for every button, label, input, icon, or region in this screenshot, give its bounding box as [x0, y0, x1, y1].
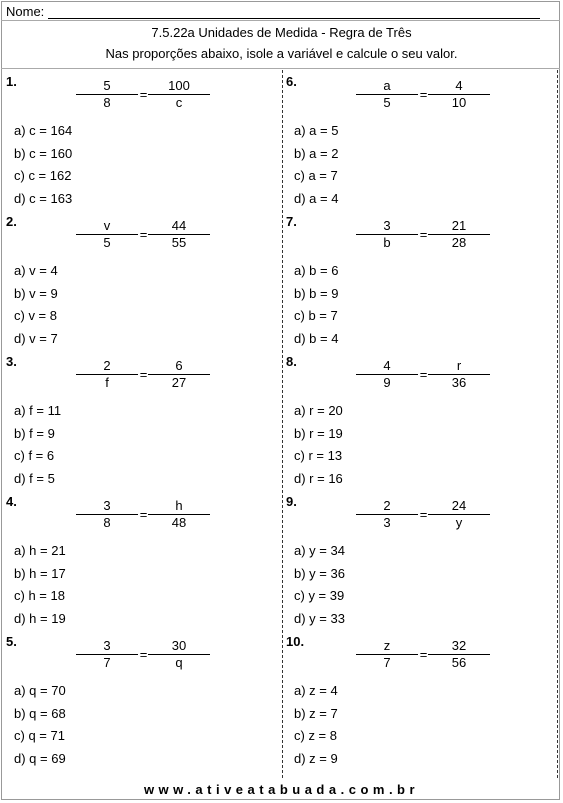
- fraction-left: [356, 498, 418, 531]
- numerator: 44: [148, 218, 210, 235]
- denominator: 27: [171, 375, 187, 390]
- numerator: 30: [148, 638, 210, 655]
- denominator: 28: [451, 235, 467, 250]
- exercise-item: [286, 352, 556, 492]
- name-label: Nome:: [6, 4, 45, 19]
- divider: [1, 20, 560, 21]
- answer-option[interactable]: c) h = 18: [14, 588, 65, 603]
- answer-option[interactable]: d) f = 5: [14, 470, 55, 486]
- denominator: 48: [171, 515, 187, 530]
- instructions: Nas proporções abaixo, isole a variável e calcule o seu valor.: [105, 46, 458, 61]
- equals-sign: =: [419, 507, 428, 522]
- equals-sign: =: [419, 87, 428, 102]
- numerator: 4: [356, 358, 418, 375]
- answer-option[interactable]: c) b = 7: [294, 308, 338, 323]
- footer-url: www.ativeatabuada.com.br: [143, 782, 420, 797]
- answer-option[interactable]: c) r = 13: [294, 448, 343, 463]
- answer-option[interactable]: c) z = 8: [294, 728, 337, 743]
- fraction-right: [428, 218, 490, 251]
- answer-option[interactable]: a) b = 6: [294, 263, 339, 278]
- answer-option[interactable]: d) b = 4: [294, 330, 339, 346]
- answer-option[interactable]: a) v = 4: [14, 263, 58, 278]
- fraction-right: [148, 78, 210, 111]
- equals-sign: =: [139, 367, 148, 382]
- answer-option[interactable]: b) y = 36: [294, 565, 345, 581]
- numerator: 5: [76, 78, 138, 95]
- answer-option[interactable]: c) q = 71: [14, 728, 65, 743]
- exercise-number: 5.: [6, 634, 17, 649]
- answer-option[interactable]: b) z = 7: [294, 705, 338, 721]
- fraction-left: [356, 218, 418, 251]
- equals-sign: =: [139, 647, 148, 662]
- numerator: 3: [76, 498, 138, 515]
- exercise-number: 2.: [6, 214, 17, 229]
- answer-option[interactable]: c) y = 39: [294, 588, 345, 603]
- answer-option[interactable]: c) v = 8: [14, 308, 57, 323]
- numerator: r: [428, 358, 490, 375]
- fraction-right: [428, 498, 490, 531]
- answer-option[interactable]: c) a = 7: [294, 168, 338, 183]
- denominator: 7: [103, 655, 111, 670]
- denominator: 36: [451, 375, 467, 390]
- numerator: 3: [76, 638, 138, 655]
- divider: [1, 68, 560, 69]
- answer-option[interactable]: b) c = 160: [14, 145, 73, 161]
- fraction-left: [76, 638, 138, 671]
- numerator: z: [356, 638, 418, 655]
- numerator: 2: [356, 498, 418, 515]
- numerator: 32: [428, 638, 490, 655]
- answer-option[interactable]: b) b = 9: [294, 285, 339, 301]
- exercise-item: [6, 492, 276, 632]
- answer-option[interactable]: d) r = 16: [294, 470, 343, 486]
- fraction-left: [356, 638, 418, 671]
- answer-options: [14, 120, 72, 210]
- answer-option[interactable]: a) f = 11: [14, 403, 62, 418]
- exercise-item: [6, 212, 276, 352]
- answer-options: [14, 260, 58, 350]
- fraction-right: [428, 78, 490, 111]
- fraction-left: [76, 358, 138, 391]
- fraction-left: [76, 498, 138, 531]
- answer-option[interactable]: a) q = 70: [14, 683, 66, 698]
- exercise-item: [6, 352, 276, 492]
- answer-option[interactable]: d) h = 19: [14, 610, 66, 626]
- answer-option[interactable]: a) y = 34: [294, 543, 345, 558]
- denominator: 7: [383, 655, 391, 670]
- equals-sign: =: [419, 647, 428, 662]
- name-field-line: [48, 18, 540, 19]
- denominator: 56: [451, 655, 467, 670]
- numerator: 100: [148, 78, 210, 95]
- exercise-item: [286, 492, 556, 632]
- answer-option[interactable]: a) c = 164: [14, 123, 73, 138]
- denominator: f: [105, 375, 109, 390]
- exercise-number: 6.: [286, 74, 297, 89]
- exercise-number: 4.: [6, 494, 17, 509]
- answer-options: [294, 400, 343, 490]
- denominator: 9: [383, 375, 391, 390]
- answer-option[interactable]: d) y = 33: [294, 610, 345, 626]
- denominator: 5: [383, 95, 391, 110]
- answer-option[interactable]: b) a = 2: [294, 145, 339, 161]
- fraction-left: [76, 78, 138, 111]
- equals-sign: =: [139, 507, 148, 522]
- answer-option[interactable]: d) a = 4: [294, 190, 339, 206]
- answer-options: [294, 260, 338, 350]
- answer-options: [14, 400, 61, 490]
- answer-options: [294, 120, 338, 210]
- denominator: c: [175, 95, 183, 110]
- denominator: 8: [103, 95, 111, 110]
- fraction-right: [148, 638, 210, 671]
- right-border: [557, 70, 558, 778]
- answer-option[interactable]: d) q = 69: [14, 750, 66, 766]
- numerator: 24: [428, 498, 490, 515]
- equals-sign: =: [139, 227, 148, 242]
- answer-option[interactable]: c) f = 6: [14, 448, 55, 463]
- numerator: 21: [428, 218, 490, 235]
- denominator: 3: [383, 515, 391, 530]
- fraction-right: [428, 358, 490, 391]
- answer-option[interactable]: b) q = 68: [14, 705, 66, 721]
- answer-option[interactable]: a) a = 5: [294, 123, 339, 138]
- answer-option[interactable]: b) v = 9: [14, 285, 58, 301]
- exercise-item: [286, 72, 556, 212]
- answer-option[interactable]: d) v = 7: [14, 330, 58, 346]
- exercise-number: 3.: [6, 354, 17, 369]
- numerator: 4: [428, 78, 490, 95]
- fraction-left: [356, 358, 418, 391]
- equals-sign: =: [139, 87, 148, 102]
- denominator: 8: [103, 515, 111, 530]
- numerator: v: [76, 218, 138, 235]
- numerator: 3: [356, 218, 418, 235]
- exercise-item: [6, 632, 276, 772]
- denominator: 10: [451, 95, 467, 110]
- answer-option[interactable]: b) f = 9: [14, 425, 55, 441]
- answer-option[interactable]: b) h = 17: [14, 565, 66, 581]
- answer-option[interactable]: a) r = 20: [294, 403, 343, 418]
- answer-option[interactable]: a) h = 21: [14, 543, 66, 558]
- fraction-left: [356, 78, 418, 111]
- answer-options: [294, 540, 345, 630]
- exercise-number: 1.: [6, 74, 17, 89]
- numerator: h: [148, 498, 210, 515]
- equals-sign: =: [419, 227, 428, 242]
- worksheet-title: 7.5.22a Unidades de Medida - Regra de Três: [151, 25, 412, 40]
- exercise-item: [286, 632, 556, 772]
- denominator: b: [383, 235, 391, 250]
- denominator: y: [455, 515, 463, 530]
- denominator: 55: [171, 235, 187, 250]
- answer-option[interactable]: d) c = 163: [14, 190, 73, 206]
- fraction-left: [76, 218, 138, 251]
- fraction-right: [148, 358, 210, 391]
- answer-options: [14, 680, 66, 770]
- exercise-number: 8.: [286, 354, 297, 369]
- fraction-right: [148, 218, 210, 251]
- denominator: q: [175, 655, 183, 670]
- exercise-number: 10.: [286, 634, 305, 649]
- answer-option[interactable]: a) z = 4: [294, 683, 338, 698]
- answer-option[interactable]: d) z = 9: [294, 750, 338, 766]
- exercise-item: [6, 72, 276, 212]
- fraction-right: [428, 638, 490, 671]
- answer-options: [294, 680, 338, 770]
- answer-option[interactable]: c) c = 162: [14, 168, 72, 183]
- exercise-number: 9.: [286, 494, 297, 509]
- fraction-right: [148, 498, 210, 531]
- equals-sign: =: [419, 367, 428, 382]
- exercise-number: 7.: [286, 214, 297, 229]
- answer-options: [14, 540, 66, 630]
- numerator: 6: [148, 358, 210, 375]
- denominator: 5: [103, 235, 111, 250]
- numerator: 2: [76, 358, 138, 375]
- answer-option[interactable]: b) r = 19: [294, 425, 343, 441]
- exercise-item: [286, 212, 556, 352]
- column-separator: [282, 70, 283, 778]
- numerator: a: [356, 78, 418, 95]
